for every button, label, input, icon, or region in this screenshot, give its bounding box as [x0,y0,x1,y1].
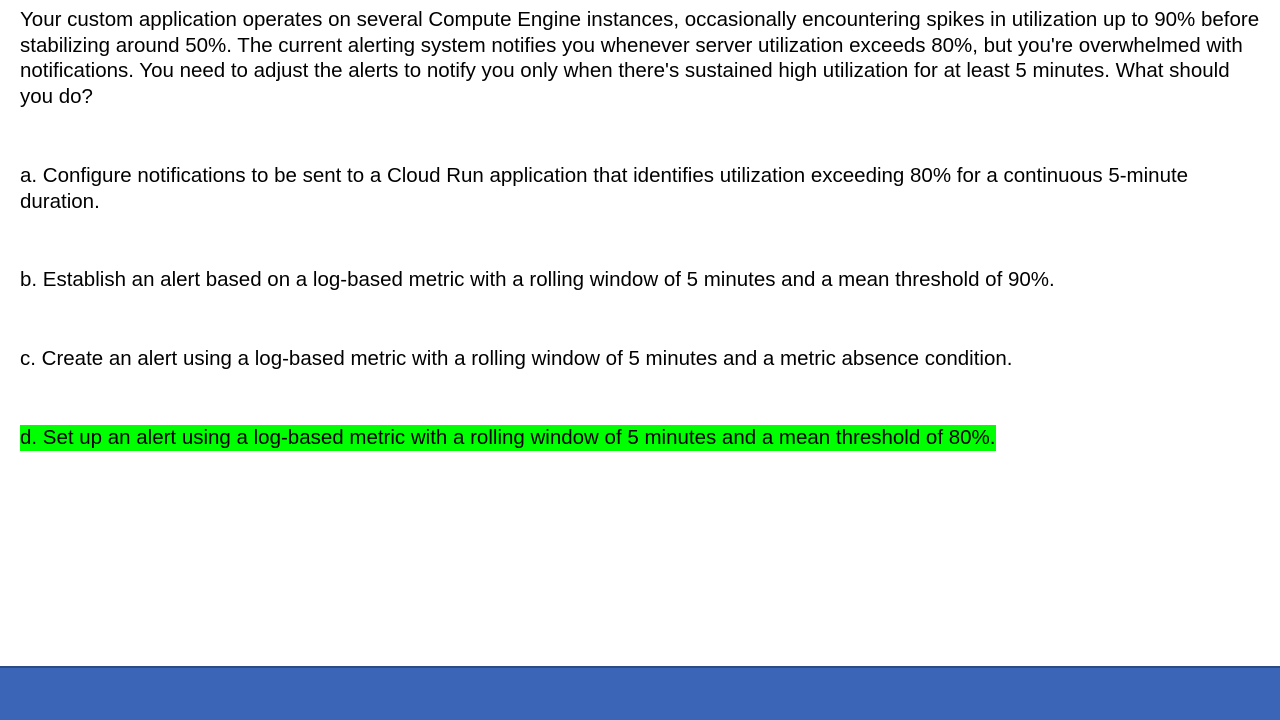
option-d[interactable] [20,425,1265,451]
option-b[interactable]: b. Establish an alert based on a log-based metric with a rolling window of 5 minutes and a mean threshold of 90%. [20,268,1055,291]
footer-bar [0,666,1280,720]
option-c[interactable]: c. Create an alert using a log-based metric with a rolling window of 5 minutes and a metric absence condition. [20,347,1013,370]
question-text: Your custom application operates on several Compute Engine instances, occasionally encountering spikes in utilization up to 90% before stabilizing around 50%. The current alerting system notifies you whenever server utilization exceeds 80%, but you're overwhelmed with notifications. You need to adjust the alerts to notify you only when there's sustained high utilization for at least 5 minutes. What should you do? [20,8,1260,108]
correct-answer-highlight: d. Set up an alert using a log-based metric with a rolling window of 5 minutes and a mean threshold of 80%. [20,426,996,449]
option-a[interactable]: a. Configure notifications to be sent to a Cloud Run application that identifies utilization exceeding 80% for a continuous 5-minute duration. [20,164,1189,213]
